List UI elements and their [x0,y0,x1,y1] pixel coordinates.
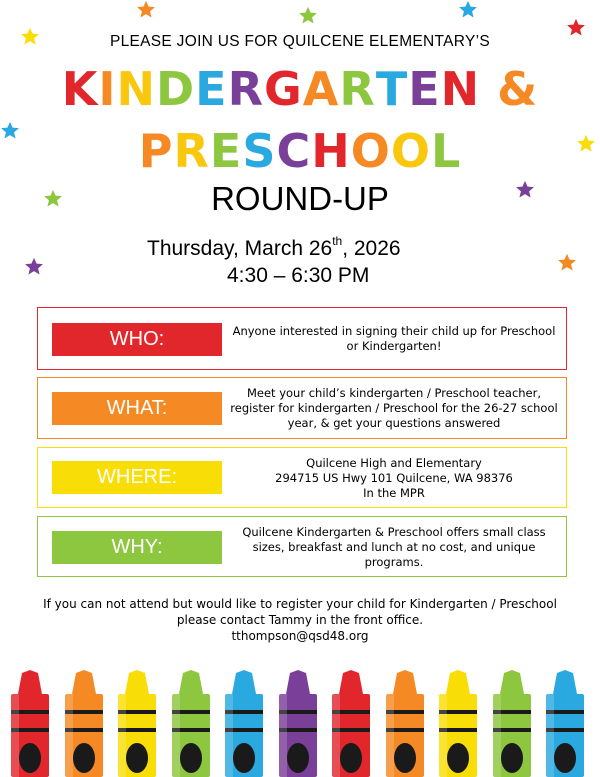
title-line1-letter [480,62,497,116]
event-date [147,236,401,261]
title-line1-letter: & [497,62,539,116]
star-icon [458,0,478,20]
title-line1-letter: E [408,62,441,116]
crayon-icon [274,670,322,777]
subtitle-roundup: ROUND-UP [211,180,389,217]
title-line1-letter: R [227,62,265,116]
crayon-icon [327,670,375,777]
section-label-who: WHO: [52,323,222,356]
section-what [37,377,567,439]
title-line1-letter: G [264,62,303,116]
star-icon [557,253,577,273]
title-line1-letter: I [98,62,117,116]
title-line1-letter: D [155,62,196,116]
crayon-border [0,670,600,777]
title-line1-letter: A [302,62,340,116]
section-desc-why: Quilcene Kindergarten & Preschool offers small class sizes, breakfast and lunch at no cost, and unique programs. [242,525,546,569]
title-preschool [0,124,600,178]
crayon-icon [6,670,54,777]
crayon-icon [220,670,268,777]
section-label-why: WHY: [52,531,222,564]
event-date-main: Thursday, March 26 [147,237,333,260]
title-line2-letter: R [173,124,210,178]
title-line2-letter: H [311,124,351,178]
crayon-icon [434,670,482,777]
crayon-icon [60,670,108,777]
footer [40,596,560,644]
crayon-icon [488,670,536,777]
event-time: 4:30 – 6:30 PM [227,264,370,287]
title-line1-letter: E [195,62,228,116]
star-icon [136,0,156,20]
crayon-icon [541,670,589,777]
section-label-where: WHERE: [52,461,222,494]
event-date-year: , 2026 [342,237,401,260]
title-line1-letter: K [61,62,99,116]
section-who [37,307,567,370]
star-icon [24,257,44,277]
section-label-what: WHAT: [52,392,222,425]
section-why [37,516,567,577]
section-desc-where: Quilcene High and Elementary 294715 US Hwy 101 Quilcene, WA 98376 In the MPR [275,456,513,500]
event-date-suffix: th [332,234,343,248]
title-line2-letter: E [209,124,243,178]
crayon-icon [381,670,429,777]
title-line2-letter: S [242,124,277,178]
title-line1-letter: N [116,62,156,116]
star-icon [298,6,318,26]
title-line1-letter: R [339,62,376,116]
section-where [37,447,567,508]
invite-line: PLEASE JOIN US FOR QUILCENE ELEMENTARY’S [109,33,491,50]
title-line1-letter: T [375,62,409,116]
title-line2-letter: C [276,124,312,178]
title-line2-letter: P [138,124,174,178]
title-kindergarten [0,62,600,116]
title-line2-letter: L [430,124,462,178]
crayon-icon [113,670,161,777]
title-line2-letter: O [350,124,391,178]
title-line1-letter: N [440,62,481,116]
section-desc-what: Meet your child’s kindergarten / Preschool teacher, register for kindergarten / Preschool for the 26-27 school year, & get your questions answered [230,386,558,430]
crayon-icon [167,670,215,777]
section-desc-who: Anyone interested in signing their child up for Preschool or Kindergarten! [232,324,556,353]
title-line2-letter: O [390,124,431,178]
contact-email: tthompson@qsd48.org [231,629,369,643]
footer-note: If you can not attend but would like to register your child for Kindergarten / Preschool please contact Tammy in the front office. [43,597,557,627]
